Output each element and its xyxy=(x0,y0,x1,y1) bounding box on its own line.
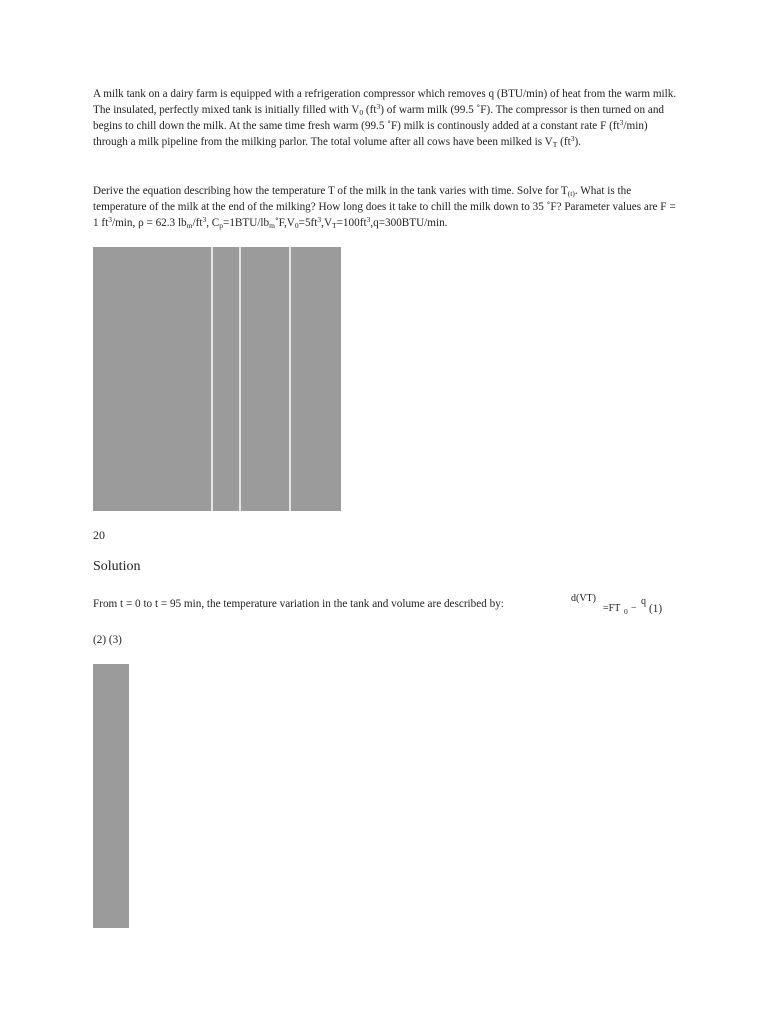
figure-divider xyxy=(239,247,241,511)
equation-subscript: 0 xyxy=(624,607,628,616)
equation-labels: (2) (3) xyxy=(93,634,122,646)
solution-intro: From t = 0 to t = 95 min, the temperature variation in the tank and volume are described by: xyxy=(93,598,504,610)
equation-label-1: (1) xyxy=(649,603,663,615)
page-number: 20 xyxy=(93,528,105,542)
equation-numerator: d(VT) xyxy=(571,593,596,604)
equation-q: q xyxy=(641,596,646,607)
problem-paragraph-1: A milk tank on a dairy farm is equipped with a refrigeration compressor which removes q (BTU/min) of heat from the warm milk. The insulated, perfectly mixed tank is initially filled with $V_0$ $(ft^3)$ of warm milk (99.5 ˚F). The compressor is then turned on and begins to chill down the milk. At the same time fresh warm (99.5 ˚F) milk is continously added at a constant rate F $(ft^3/\min)$ through a milk pipeline from the milking parlor. The total volume after all cows have been milked is $V_T$ $(ft^3)$. xyxy=(93,88,677,149)
figure-placeholder-bottom xyxy=(93,664,129,928)
figure-placeholder-top xyxy=(93,247,341,511)
solution-heading: Solution xyxy=(93,559,141,574)
problem-paragraph-2: Derive the equation describing how the temperature T of the milk in the tank varies with time. Solve for $T_{(t)}$. What is the temperature of the milk at the end of the milking? How long does it take to chill the milk down to 35 ˚F? Parameter values are F = 1 $ft^3/\min$, ρ = 62.3 $lb_m/ft^3$, $C_p=1BTU/lb_m˚F,V_0=5ft^3,V_T=100ft^3,q=300BTU/\min$. xyxy=(93,185,676,230)
equation-minus: − xyxy=(631,603,637,614)
figure-divider xyxy=(289,247,291,511)
equation-rhs: =FT xyxy=(603,603,621,614)
figure-divider xyxy=(211,247,213,511)
